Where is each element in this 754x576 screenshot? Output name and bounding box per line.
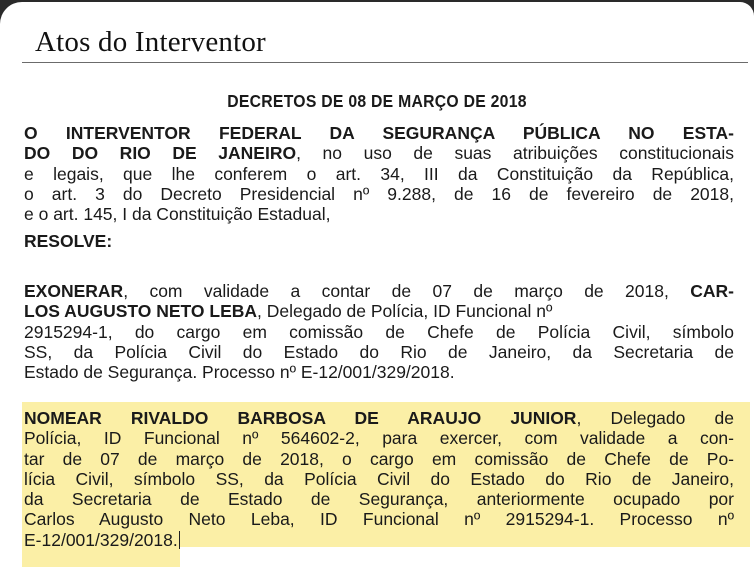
text: E-12/001/329/2018. <box>24 529 178 550</box>
text-line <box>24 489 734 509</box>
text-line <box>24 362 734 382</box>
text: , com validade a contar de 07 de março de 2018, <box>123 281 691 301</box>
bold-text: LOS AUGUSTO NETO LEBA <box>24 301 258 322</box>
document-page <box>0 2 754 576</box>
text: lícia Civil, símbolo SS, da Polícia Civil do Estado do Rio de Janeiro, <box>24 468 734 489</box>
text-cursor <box>179 531 180 549</box>
text: Carlos Augusto Neto Leba, ID Funcional nº 2915294-1. Processo nº <box>24 509 734 530</box>
text: , Delegado de Polícia, ID Funcional nº <box>257 301 553 322</box>
decree-heading: DECRETOS DE 08 DE MARÇO DE 2018 <box>227 91 527 111</box>
bold-text: DO DO RIO DE JANEIRO <box>24 143 297 164</box>
bold-text: O INTERVENTOR FEDERAL DA SEGURANÇA PÚBLICA NO ESTA- <box>24 123 734 143</box>
resolve-label: RESOLVE: <box>24 231 113 251</box>
text: , no uso de suas atribuições constitucionais <box>296 143 734 164</box>
text: o art. 3 do Decreto Presidencial nº 9.288, de 16 de fevereiro de 2018, <box>24 183 734 204</box>
text-line <box>24 301 734 321</box>
bold-text: CAR- <box>690 281 734 301</box>
text: e legais, que lhe conferem o art. 34, III da Constituição da República, <box>24 163 734 184</box>
text: SS, da Polícia Civil do Estado do Rio de Janeiro, da Secretaria de <box>24 341 734 362</box>
text-line <box>24 408 734 428</box>
text-line <box>24 164 734 184</box>
exonerar-paragraph <box>24 281 734 382</box>
nomear-paragraph[interactable] <box>24 408 734 550</box>
text-line <box>24 281 734 301</box>
highlight-edge <box>180 547 750 569</box>
title-divider <box>22 62 748 63</box>
text-line <box>24 530 734 550</box>
text-line <box>24 322 734 342</box>
text-line <box>24 342 734 362</box>
text-line <box>24 509 734 529</box>
text: da Secretaria de Estado de Segurança, anteriormente ocupado por <box>24 489 734 510</box>
text: Polícia, ID Funcional nº 564602-2, para exercer, com validade a con- <box>24 428 734 449</box>
text: e o art. 145, I da Constituição Estadual, <box>24 204 331 225</box>
text: Estado de Segurança. Processo nº E-12/001/329/2018. <box>24 362 455 383</box>
text-line <box>24 204 734 224</box>
intro-paragraph <box>24 123 734 224</box>
text-line <box>24 184 734 204</box>
text: , Delegado de <box>576 408 734 428</box>
text: 2915294-1, do cargo em comissão de Chefe de Polícia Civil, símbolo <box>24 321 734 342</box>
text-line <box>24 449 734 469</box>
text: tar de 07 de março de 2018, o cargo em comissão de Chefe de Po- <box>24 448 734 469</box>
text-line <box>24 143 734 163</box>
text-line <box>24 469 734 489</box>
bold-text: EXONERAR <box>24 281 124 301</box>
section-title: Atos do Interventor <box>35 26 266 58</box>
bold-text: NOMEAR RIVALDO BARBOSA DE ARAUJO JUNIOR <box>24 408 577 428</box>
text-line <box>24 428 734 448</box>
text-line <box>24 123 734 143</box>
